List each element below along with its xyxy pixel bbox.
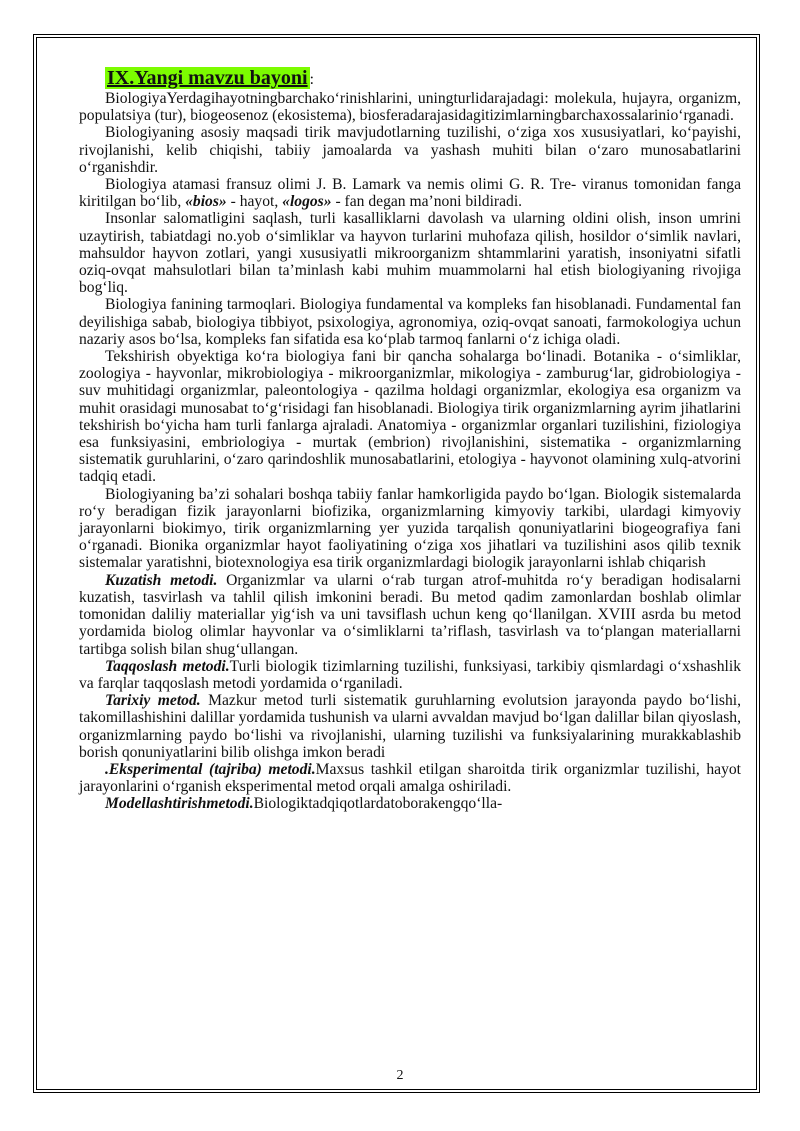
paragraph-branches: Biologiya fanining tarmoqlari. Biologiya fundamental va kompleks fan hisoblanadi. Fundamental fan deyilishiga sabab, biologiya tibbiyot, psixologiya, agronomiya, oziq-ovqat sanoati, farmokologiya uchun nazariy asos bo‘lsa, kompleks fan sifatida esa ko‘plab tarmoq fanlarni o‘z ichiga oladi. <box>79 296 741 348</box>
paragraph-historical-method: Tarixiy metod. Mazkur metod turli sistematik guruhlarning evolutsion jarayonda paydo bo‘lishi, takomillashishini dalillar yordamida tushunish va ularni avvaldan mavjud bo‘lgan dalillar bilan qiyoslash, organizmlarning paydo bo‘lishi va rivojlanishi, ularning tuzilishi va funksiyalarining murakkablashib borish qonuniyatlarini bilib olishga imkon beradi <box>79 692 741 761</box>
section-title: IX.Yangi mavzu bayoni <box>107 67 308 89</box>
document-body <box>79 66 741 813</box>
term-bios: «bios» <box>185 193 227 211</box>
method-heading: Taqqoslash metodi. <box>105 657 230 675</box>
paragraph-goal: Biologiyaning asosiy maqsadi tirik mavjudotlarning tuzilishi, o‘ziga xos xususiyatlari, ko‘payishi, rivojlanishi, kelib chiqishi, tabiiy jamoalarda va yashash muhiti bilan o‘zaro munosabatlarini o‘rganishdir. <box>79 124 741 176</box>
paragraph-observation-method: Kuzatish metodi. Organizmlar va ularni o‘rab turgan atrof-muhitda ro‘y beradigan hodisalarni kuzatish, tasvirlash va tahlil qilish imkonini beradi. Bu metod qadim zamonlardan boshlab olimlar tomonidan daliliy materiallar yig‘ish va uni tavsiflash uchun keng qo‘llanilgan. XVIII asrda bu metod yordamida biolog olimlar hayvonlar va o‘simliklarni ta’riflash, tasvirlash va to‘plangan materiallarni tartibga solish bilan shug‘ullangan. <box>79 571 741 658</box>
term-logos: «logos» <box>282 193 332 211</box>
method-heading: .Eksperimental (tajriba) metodi. <box>105 760 316 778</box>
paragraph-experimental-method: .Eksperimental (tajriba) metodi.Maxsus tashkil etilgan sharoitda tirik organizmlar tuzilishi, hayot jarayonlarini o‘rganish eksperimental metod orqali amalga oshiriladi. <box>79 760 741 796</box>
paragraph-importance: Insonlar salomatligini saqlash, turli kasalliklarni davolash va ularning oldini olish, inson umrini uzaytirish, tabiatdagi no.yob o‘simliklar va hayvon turlarini muhofaza qilish, hosildor o‘simlik navlari, mahsuldor hayvon zotlari, yangi xususiyatli mikroorganizm shtammlarini yaratish, insoniyatni sifatli oziq-ovqat mahsulotlari bilan ta’minlash kabi muhim muammolarni hal etish biologiyaning rivojiga bog‘liq. <box>79 210 741 297</box>
method-heading: Modellashtirishmetodi. <box>105 795 254 813</box>
method-heading: Kuzatish metodi. <box>105 571 218 589</box>
paragraph-subfields: Tekshirish obyektiga ko‘ra biologiya fani bir qancha sohalarga bo‘linadi. Botanika - o‘simliklar, zoologiya - hayvonlar, mikrobiologiya - mikroorganizmlar, mikologiya - zamburug‘lar, gidrobiologiya - suv muhitidagi organizmlar, paleontologiya - qazilma holdagi organizmlar, ekologiya esa organizm va muhit orasidagi munosabat to‘g‘risidagi fan hisoblanadi. Biologiya tirik organizmlarning ayrim jihatlarini tekshirish bo‘yicha ham turli fanlarga ajraladi. Anatomiya - organizmlar organlari tuzilishini, fiziologiya esa funksiyasini, embriologiya - murtak (embrion) rivojlanishini, sistematika - organizmlarning sistematik guruhlarini, o‘zaro qarindoshlik munosabatlarini, etologiya - hayvonot olamining xulq-atvorini tadqiq etadi. <box>79 348 741 486</box>
page-number: 2 <box>396 1068 404 1083</box>
section-title-colon: : <box>309 71 314 88</box>
paragraph-interdisciplinary: Biologiyaning ba’zi sohalari boshqa tabiiy fanlar hamkorligida paydo bo‘lgan. Biologik sistemalarda ro‘y beradigan fizik jarayonlarni biofizika, organizmlarning kimyoviy tarkibi, ulardagi kimyoviy jarayonlarni biokimyo, tirik organizmlarning yer yuzida tarqalish qonuniyatlarini biogeografiya fani o‘rganadi. Bionika organizmlar hayot faoliyatining o‘ziga xos jihatlari va tuzilishini asos qilib texnik sistemalar yaratishni, biotexnologiya esa tirik organizmlardagi biologik jarayonlarni ishlab chiqarish <box>79 485 741 572</box>
paragraph-comparison-method: Taqqoslash metodi.Turli biologik tizimlarning tuzilishi, funksiyasi, tarkibiy qismlardagi o‘xshashlik va farqlar taqqoslash metodi yordamida o‘rganiladi. <box>79 657 741 692</box>
paragraph-modelling-method: Modellashtirishmetodi.Biologiktadqiqotlardatoborakengqo‘lla- <box>105 795 503 813</box>
paragraph-etymology: Biologiya atamasi fransuz olimi J. B. Lamark va nemis olimi G. R. Tre- viranus tomonidan fanga kiritilgan bo‘lib, «bios» - hayot, «logos» - fan degan ma’noni bildiradi. <box>79 176 741 211</box>
paragraph-definition: BiologiyaYerdagihayotningbarchako‘rinishlarini, uningturlidarajadagi: molekula, hujayra, organizm, populatsiya (tur), biogeosenoz (ekosistema), biosferadarajasidagitizimlarningbarchaxossalarinio‘rganadi. <box>79 90 741 125</box>
method-heading: Tarixiy metod. <box>105 692 201 710</box>
section-heading <box>79 66 741 90</box>
